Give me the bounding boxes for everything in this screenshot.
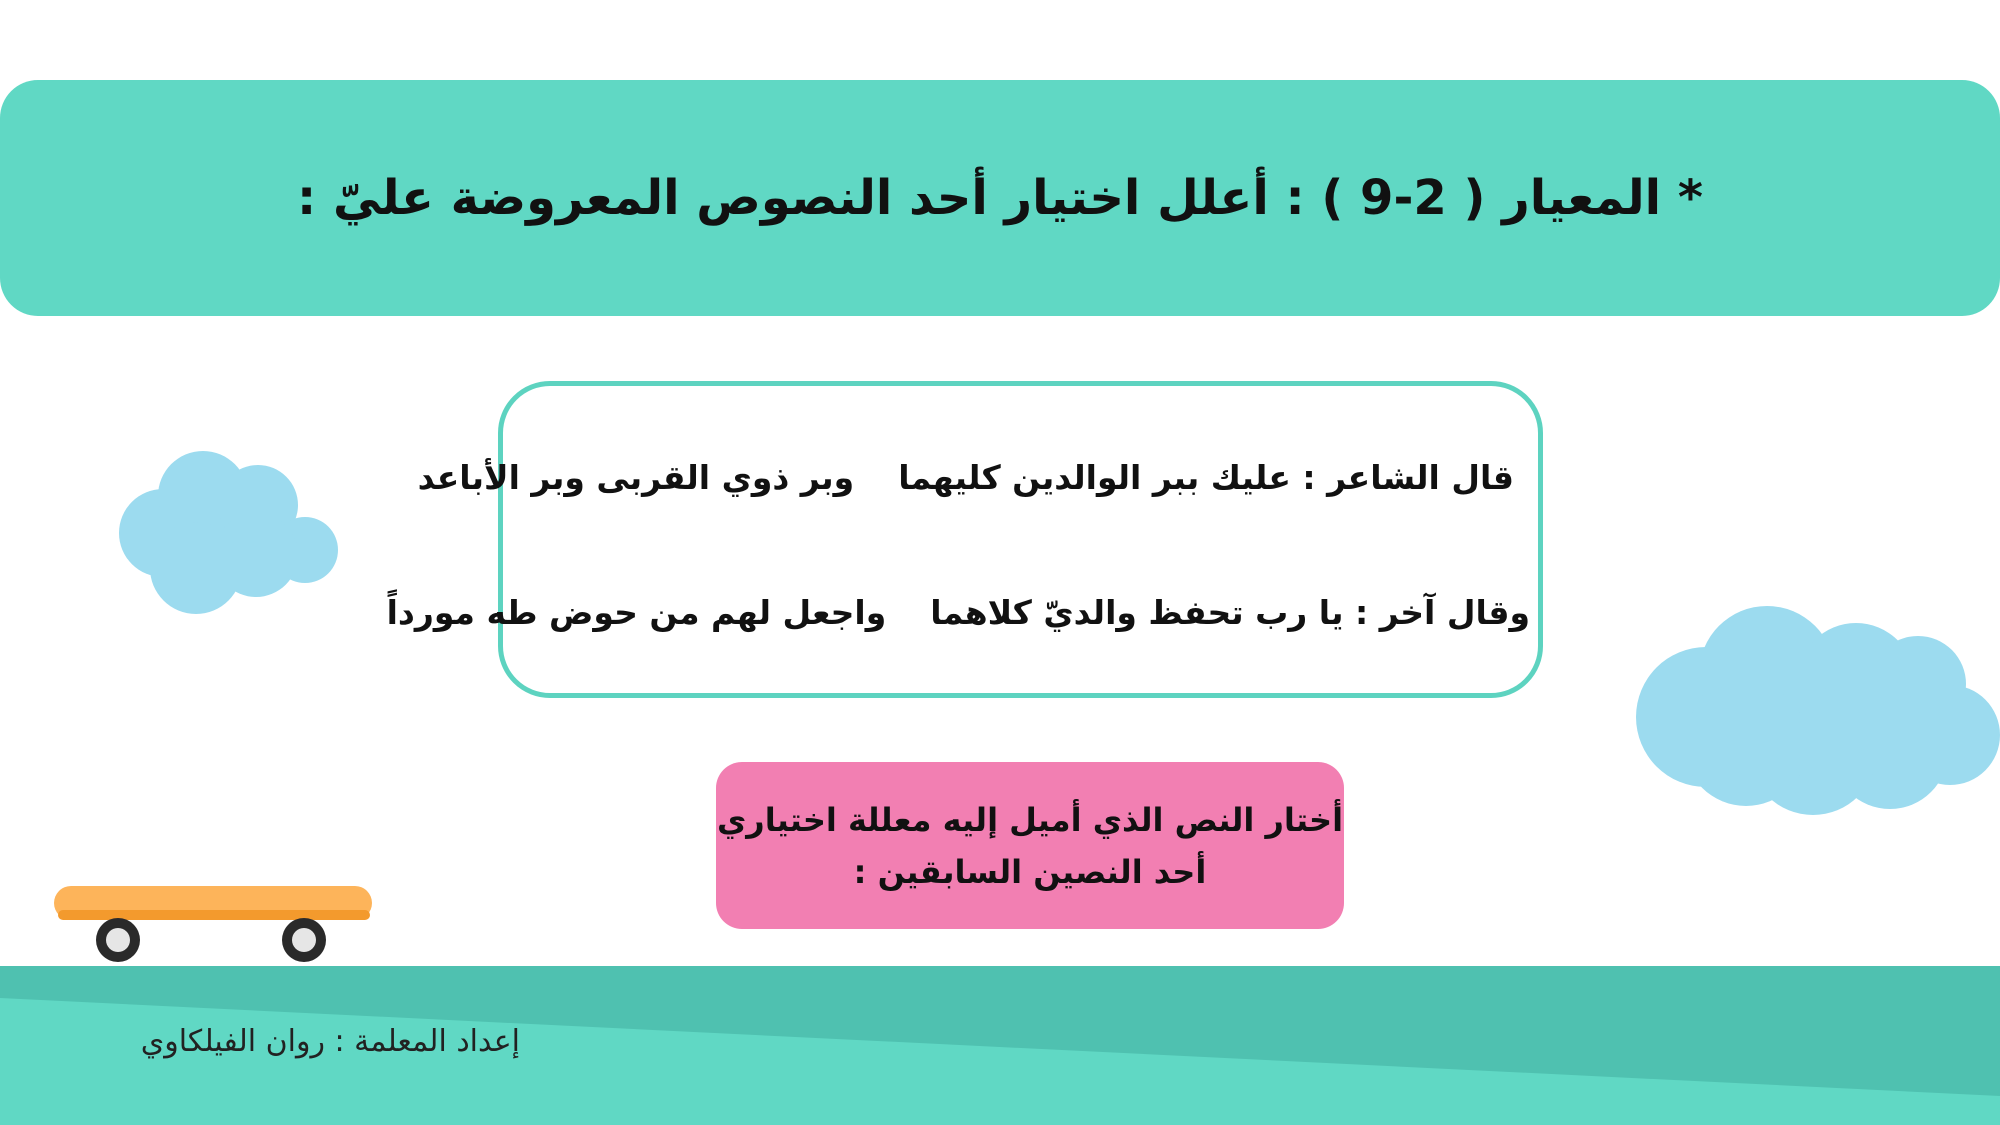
teacher-credit: إعداد المعلمة : روان الفيلكاوي [140, 1024, 520, 1059]
poem-line-1-first-hemistich: قال الشاعر : عليك ببر الوالدين كليهما [898, 458, 1514, 497]
header-banner [0, 80, 2000, 316]
poem-line-2-second-hemistich: واجعل لهم من حوض طه مورداً [386, 593, 887, 632]
prompt-line-2: أحد النصين السابقين : [853, 852, 1207, 891]
skateboard-icon [54, 884, 374, 964]
cloud-icon [118, 440, 340, 616]
poem-line [417, 458, 1538, 497]
prompt-box [716, 762, 1344, 929]
cloud-icon [1636, 602, 2000, 818]
poem-line-1-second-hemistich: وبر ذوي القربى وبر الأباعد [417, 458, 855, 497]
prompt-text [717, 794, 1343, 898]
slide-title: * المعيار ( 2-9 ) : أعلل اختيار أحد النصوص المعروضة عليّ : [297, 170, 1703, 226]
prompt-line-1: أختار النص الذي أميل إليه معللة اختياري [716, 800, 1344, 839]
poem-line-2-first-hemistich: وقال آخر : يا رب تحفظ والديّ كلاهما [930, 593, 1530, 632]
poem-box [386, 381, 1543, 698]
poem-line [386, 593, 1538, 632]
